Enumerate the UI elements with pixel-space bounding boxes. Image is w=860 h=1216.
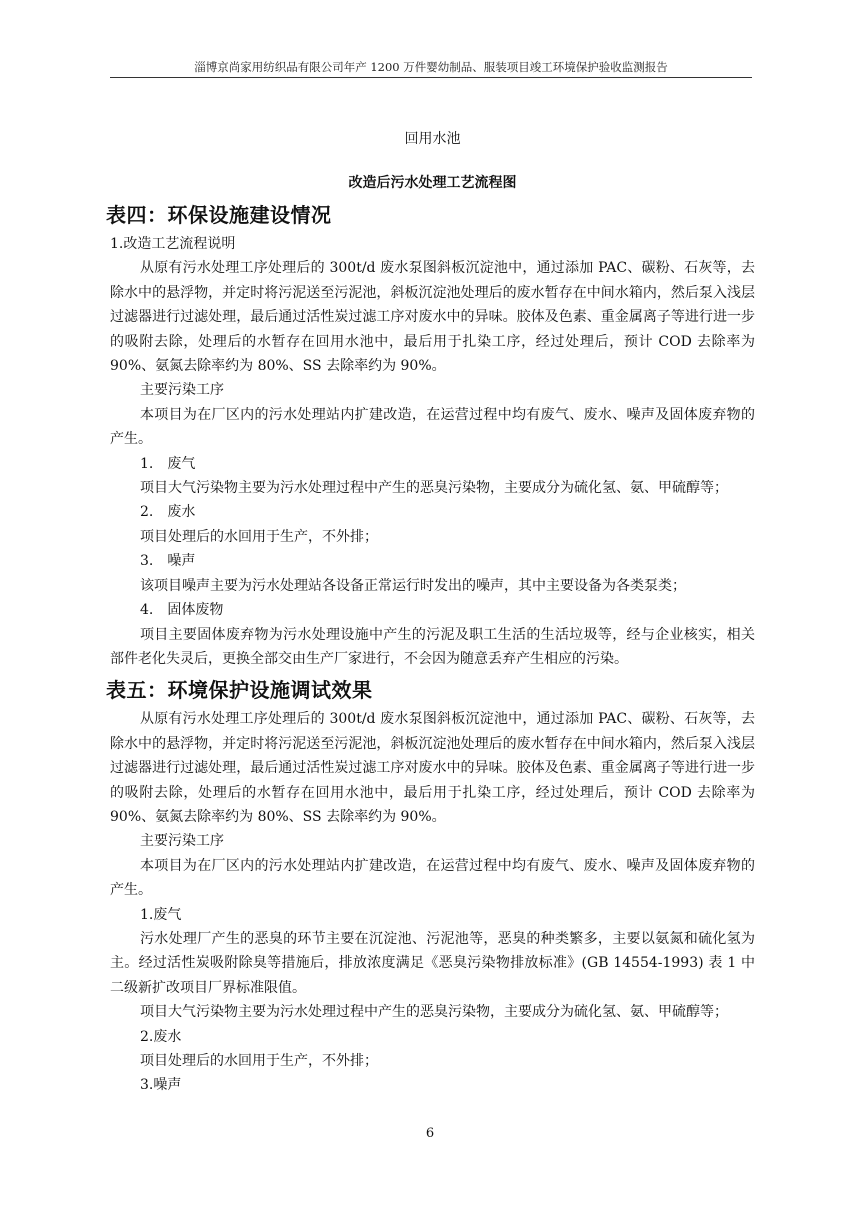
page-number: 6 (425, 1126, 435, 1141)
section-4-pollution-text: 本项目为在厂区内的污水处理站内扩建改造，在运营过程中均有废气、废水、噪声及固体废弃物的产生。 (110, 406, 755, 448)
section-5-gas-label: 1.废气 (140, 906, 182, 923)
section-5-pollution-text: 本项目为在厂区内的污水处理站内扩建改造，在运营过程中均有废气、废水、噪声及固体废弃物的产生。 (110, 857, 755, 899)
section-4-process-text: 从原有污水处理工序处理后的 300t/d 废水泵图斜板沉淀池中，通过添加 PAC、碳粉、石灰等，去除水中的悬浮物，并定时将污泥送至污泥池，斜板沉淀池处理后的废水暂存在中间水箱内，然后泵入浅层过滤器进行过滤处理，最后通过活性炭过滤工序对废水中的异味。胶体及色素、重金属离子等进行进一步的吸附去除，处理后的水暂存在回用水池中，最后用于扎染工序，经过处理后，预计 COD 去除率为 90%、氨氮去除率约为 80%、SS 去除率约为 90%。 (110, 260, 755, 375)
page-header (110, 58, 752, 78)
section-4-title: 表四：环保设施建设情况 (106, 203, 332, 227)
section-5-process-text: 从原有污水处理工序处理后的 300t/d 废水泵图斜板沉淀池中，通过添加 PAC、碳粉、石灰等，去除水中的悬浮物，并定时将污泥送至污泥池，斜板沉淀池处理后的废水暂存在中间水箱内，然后泵入浅层过滤器进行过滤处理，最后通过活性炭过滤工序对废水中的异味。胶体及色素、重金属离子等进行进一步的吸附去除，处理后的水暂存在回用水池中，最后用于扎染工序，经过处理后，预计 COD 去除率为 90%、氨氮去除率约为 80%、SS 去除率约为 90%。 (110, 711, 755, 825)
section-5-pollution-heading: 主要污染工序 (140, 833, 224, 850)
section-4-pollution-heading: 主要污染工序 (140, 382, 224, 399)
section-5-title: 表五：环境保护设施调试效果 (106, 678, 373, 703)
section-4-item-water-text: 项目处理后的水回用于生产，不外排； (140, 528, 378, 545)
section-4-item-solid-label: 4. 固体废物 (140, 602, 224, 619)
section-4-item-gas-label: 1. 废气 (140, 455, 196, 472)
page-content (106, 126, 755, 1098)
figure-node-label: 回用水池 (404, 131, 461, 147)
section-4-item-gas-text: 项目大气污染物主要为污水处理过程中产生的恶臭污染物，主要成分为硫化氢、氨、甲硫醇等； (140, 480, 728, 497)
section-5-water-text: 项目处理后的水回用于生产，不外排； (140, 1053, 378, 1069)
section-5-gas-text-1: 污水处理厂产生的恶臭的环节主要在沉淀池、污泥池等，恶臭的种类繁多，主要以氨氮和硫化氢为主。经过活性炭吸附除臭等措施后，排放浓度满足《恶臭污染物排放标准》(GB 14554-1993) 表 1 中二级新扩改项目厂界标准限值。 (110, 930, 755, 996)
section-5-water-label: 2.废水 (140, 1028, 182, 1045)
figure-caption: 改造后污水处理工艺流程图 (348, 175, 517, 191)
section-4-item-solid-text: 项目主要固体废弃物为污水处理设施中产生的污泥及职工生活的生活垃圾等，经与企业核实，相关部件老化失灵后，更换全部交由生产厂家进行，不会因为随意丢弃产生相应的污染。 (110, 626, 755, 667)
section-4-item-noise-text: 该项目噪声主要为污水处理站各设备正常运行时发出的噪声，其中主要设备为各类泵类； (140, 577, 686, 594)
header-title: 淄博京尚家用纺织品有限公司年产 1200 万件婴幼制品、服装项目竣工环境保护验收监测报告 (194, 60, 668, 74)
section-5-noise-label: 3.噪声 (140, 1077, 182, 1094)
section-5-gas-text-2: 项目大气污染物主要为污水处理过程中产生的恶臭污染物，主要成分为硫化氢、氨、甲硫醇等； (140, 1004, 728, 1021)
section-4-item-noise-label: 3. 噪声 (140, 553, 196, 570)
section-4-subtitle: 1.改造工艺流程说明 (110, 236, 236, 252)
section-4-item-water-label: 2. 废水 (140, 504, 196, 521)
